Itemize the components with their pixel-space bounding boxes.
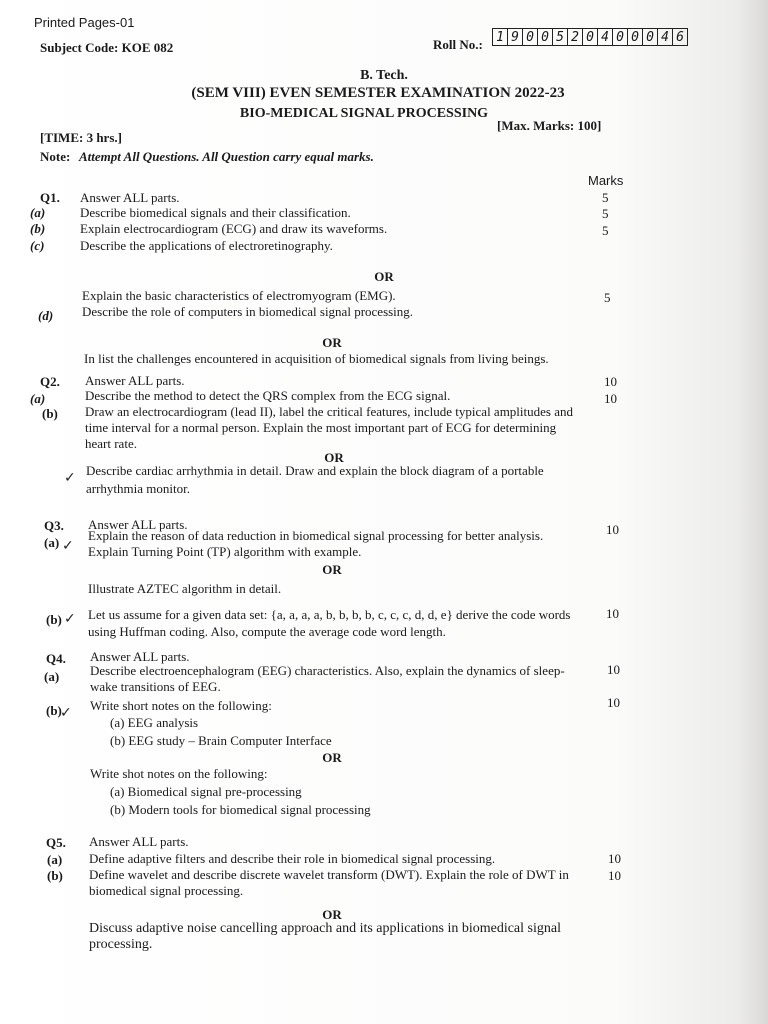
- q1-a-marks: 5: [602, 190, 609, 205]
- q3-a-marks: 10: [606, 522, 619, 537]
- roll-digit: 2: [568, 28, 583, 46]
- q5-b-marks: 10: [608, 868, 621, 883]
- q1-alt-1: Explain the basic characteristics of electromyogram (EMG).: [82, 288, 396, 303]
- q1-d-label: (d): [38, 308, 54, 323]
- q4-alt-item-b: (b) Modern tools for biomedical signal processing: [110, 802, 371, 817]
- q1-a-label: (a): [30, 205, 46, 220]
- roll-digit: 1: [492, 28, 508, 46]
- q4-or: OR: [322, 750, 342, 765]
- q2-a-marks: 10: [604, 374, 617, 389]
- q1-or-2: OR: [322, 335, 342, 350]
- q1-b-text: Explain electrocardiogram (ECG) and draw its waveforms.: [80, 221, 388, 236]
- q5-alt: Discuss adaptive noise cancelling approach and its applications in biomedical signal processing.: [89, 921, 561, 952]
- q2-or: OR: [324, 450, 344, 465]
- q5-a-text: Define adaptive filters and describe their role in biomedical signal processing.: [89, 851, 496, 866]
- note-text: Attempt All Questions. All Question carry equal marks.: [79, 149, 374, 164]
- roll-digit: 0: [583, 28, 598, 46]
- q1-c-marks: 5: [602, 223, 609, 238]
- q3-a-label: (a): [44, 535, 60, 550]
- q3-alt: Illustrate AZTEC algorithm in detail.: [88, 581, 282, 596]
- roll-digit: 0: [628, 28, 643, 46]
- time-label: [TIME: 3 hrs.]: [40, 130, 122, 145]
- roll-digit: 0: [523, 28, 538, 46]
- checkmark-icon: ✓: [64, 470, 76, 486]
- q5-or: OR: [322, 907, 342, 922]
- q1-number: Q1.: [40, 190, 60, 205]
- q3-or: OR: [322, 562, 342, 577]
- q1-b-label: (b): [30, 221, 46, 236]
- q2-alt: Describe cardiac arrhythmia in detail. Draw and explain the block diagram of a portable arrhythmia monitor.: [86, 463, 544, 496]
- q1-alt-2: In list the challenges encountered in acquisition of biomedical signals from living beings.: [84, 351, 549, 366]
- note-label: Note:: [40, 149, 71, 164]
- q4-b-item-a: (a) EEG analysis: [110, 715, 199, 730]
- q1-intro: Answer ALL parts.: [80, 190, 180, 205]
- q4-a-text: Describe electroencephalogram (EEG) characteristics. Also, explain the dynamics of sleep-wake transitions of EEG.: [90, 663, 565, 694]
- q5-a-marks: 10: [608, 851, 621, 866]
- roll-digit: 0: [538, 28, 553, 46]
- q1-alt-1-marks: 5: [604, 290, 611, 305]
- q4-alt-item-a: (a) Biomedical signal pre-processing: [110, 784, 302, 799]
- q4-alt: Write shot notes on the following:: [90, 766, 268, 781]
- q1-d-text: Describe the role of computers in biomedical signal processing.: [82, 304, 414, 319]
- q2-intro: Answer ALL parts.: [85, 373, 185, 388]
- q1-a-text: Describe biomedical signals and their classification.: [80, 205, 351, 220]
- q4-intro: Answer ALL parts.: [90, 649, 190, 664]
- q3-b-label: (b): [46, 612, 62, 627]
- q2-number: Q2.: [40, 374, 60, 389]
- q5-intro: Answer ALL parts.: [89, 834, 189, 849]
- q3-a-text: Explain the reason of data reduction in biomedical signal processing for better analysis.: [88, 528, 544, 543]
- q3-b-text: Let us assume for a given data set: {a, a, a, a, b, b, b, b, c, c, c, d, d, e} derive the code words using Huffman coding. Also, compute the average code word length.: [88, 607, 571, 639]
- q2-a-label: (a): [30, 391, 46, 406]
- q4-b-label: (b): [46, 703, 62, 718]
- q3-b-marks: 10: [606, 606, 619, 621]
- q5-number: Q5.: [46, 835, 66, 850]
- checkmark-icon: ✓: [62, 538, 74, 554]
- q4-a-marks: 10: [607, 662, 620, 677]
- subject-title: BIO-MEDICAL SIGNAL PROCESSING: [239, 106, 489, 121]
- q5-a-label: (a): [47, 852, 63, 867]
- roll-digit: 4: [658, 28, 673, 46]
- marks-header: Marks: [588, 173, 624, 188]
- q4-b-text: Write short notes on the following:: [90, 698, 272, 713]
- roll-digit: 0: [643, 28, 658, 46]
- q4-a-label: (a): [44, 669, 60, 684]
- q3-a2-text: Explain Turning Point (TP) algorithm with example.: [88, 544, 362, 559]
- q5-b-label: (b): [47, 868, 63, 883]
- checkmark-icon: ✓: [64, 611, 76, 627]
- roll-number-box: [492, 28, 688, 46]
- q3-intro: Answer ALL parts.: [88, 517, 188, 532]
- q2-b-label: (b): [42, 406, 58, 421]
- q1-or-1: OR: [374, 269, 394, 284]
- q2-b-marks: 10: [604, 391, 617, 406]
- q5-b-text: Define wavelet and describe discrete wavelet transform (DWT). Explain the role of DWT in biomedical signal processing.: [89, 867, 569, 898]
- q4-number: Q4.: [46, 651, 66, 666]
- q2-a-text: Describe the method to detect the QRS complex from the ECG signal.: [85, 388, 451, 403]
- subject-code: Subject Code: KOE 082: [40, 40, 174, 55]
- max-marks: [Max. Marks: 100]: [497, 118, 602, 133]
- q1-c-text: Describe the applications of electroretinography.: [80, 238, 333, 253]
- roll-digit: 4: [598, 28, 613, 46]
- exam-title: (SEM VIII) EVEN SEMESTER EXAMINATION 2022-23: [191, 85, 565, 101]
- q3-number: Q3.: [44, 518, 64, 533]
- roll-label: Roll No.:: [433, 37, 483, 52]
- checkmark-icon: ✓: [60, 705, 72, 721]
- roll-digit: 9: [508, 28, 523, 46]
- q4-b-marks: 10: [607, 695, 620, 710]
- printed-pages: Printed Pages-01: [34, 15, 135, 30]
- q1-b-marks: 5: [602, 206, 609, 221]
- degree-title: B. Tech.: [360, 68, 408, 83]
- q4-b-item-b: (b) EEG study – Brain Computer Interface: [110, 733, 332, 748]
- roll-digit: 6: [673, 28, 688, 46]
- roll-digit: 5: [553, 28, 568, 46]
- q1-c-label: (c): [30, 238, 45, 253]
- q2-b-text: Draw an electrocardiogram (lead II), label the critical features, include typical amplitudes and time interval for a normal person. Explain the most important part of ECG for determining heart rate.: [85, 404, 573, 451]
- roll-digit: 0: [613, 28, 628, 46]
